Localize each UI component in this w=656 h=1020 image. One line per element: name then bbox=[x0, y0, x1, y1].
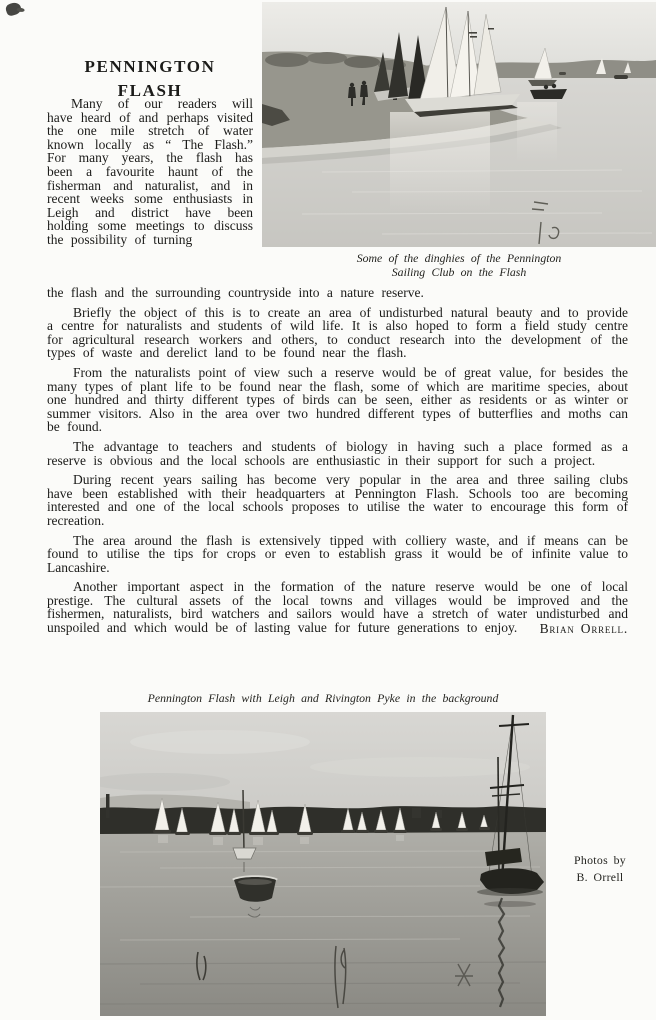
bottom-photo-caption: Pennington Flash with Leigh and Rivington Pyke in the background bbox=[147, 691, 499, 705]
author-byline: Brian Orrell. bbox=[539, 620, 628, 636]
paragraph-briefly: Briefly the object of this is to create an area of undisturbed natural beauty and to provide a centre for naturalists and students of wild life. It is also hoped to form a field study centre for agricultural research workers and others, to conduct research into the development of the types of waste and derelict land to be found near the flash. bbox=[47, 304, 628, 361]
sail-reflections bbox=[390, 112, 490, 212]
paragraph-prestige: Another important aspect in the formation of the nature reserve would be one of local prestige. The cultural assets of the local towns and villages would be improved and the fishermen, naturalists, bird watchers and sailors would have a stretch of water undisturbed and unspoiled and which would be of lasting value for future generations to enjoy. bbox=[47, 579, 628, 636]
flash-photo bbox=[100, 712, 546, 1016]
water bbox=[100, 824, 546, 1016]
dinghies-photo bbox=[262, 2, 656, 247]
ink-smudge bbox=[5, 1, 23, 17]
photo-credit bbox=[556, 852, 644, 886]
intro-paragraph-column: Many of our readers will have heard of and perhaps visited the one mile stretch of water known locally as “ The Flash.” For many years, the flash has been a favourite haunt of the fisherman and naturalist, and in recent weeks some enthusiasts in Leigh and district have been holding some meetings to discuss the possibility of turning bbox=[47, 96, 253, 247]
article-body bbox=[47, 286, 628, 635]
top-photo-caption: Some of the dinghies of the Pennington Sailing Club on the Flash bbox=[356, 251, 562, 279]
dinghies-photo-illustration bbox=[262, 2, 656, 247]
building bbox=[412, 808, 421, 818]
title-line-2: FLASH bbox=[117, 81, 183, 101]
title-line-1: PENNINGTON bbox=[84, 57, 216, 77]
chimney bbox=[106, 794, 110, 818]
photo-credit-line-2: B. Orrell bbox=[576, 870, 624, 884]
paragraph-naturalists: From the naturalists point of view such a reserve would be of great value, for besides the many types of plant life to be found near the flash, some of which are maritime species, about one hundred and thirty different types of birds can be seen, either as residents or as winter or summer visitors. Also in the area over two hundred different types of butterflies and moths can be found. bbox=[47, 364, 628, 435]
paragraph-advantage: The advantage to teachers and students of biology in having such a place formed as a reserve is obvious and the local schools are enthusiastic in their support for such a project. bbox=[47, 438, 628, 468]
flash-photo-illustration bbox=[100, 712, 546, 1016]
paragraph-sailing: During recent years sailing has become very popular in the area and three sailing clubs have been established with their headquarters at Pennington Flash. Schools too are becoming interested and one of the local schools proposes to utilise the water to encourage this form of recreation. bbox=[47, 472, 628, 528]
paragraph-colliery: The area around the flash is extensively tipped with colliery waste, and if means can be found to utilise the tips for crops or even to establish grass it would be of infinite value to Lancashire. bbox=[47, 532, 628, 575]
intro-continuation: the flash and the surrounding countryside into a nature reserve. bbox=[47, 285, 424, 300]
photo-credit-line-1: Photos by bbox=[574, 853, 626, 867]
